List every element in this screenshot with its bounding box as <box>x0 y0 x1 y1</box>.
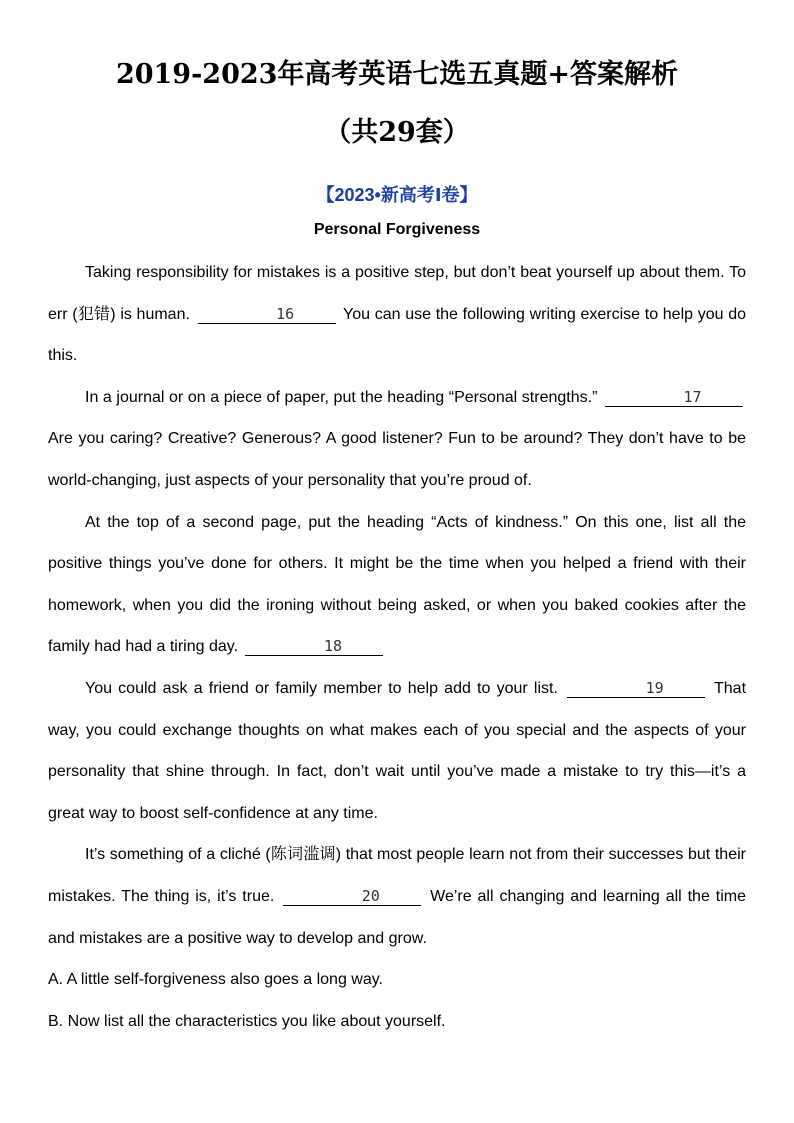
passage-title: Personal Forgiveness <box>313 221 481 238</box>
blank-20: 20 <box>283 887 421 906</box>
section-heading: 【2023•新高考Ⅰ卷】 <box>316 185 478 205</box>
paragraph-4 <box>48 668 746 834</box>
paragraph-3-text-a: At the top of a second page, put the heading “Acts of kindness.” On this one, list all the positive things you’ve done for others. It might be the time when you helped a friend with their homework, when you did the ironing without being asked, or when you baked cookies after the family had had a tiring day. <box>48 513 746 656</box>
paragraph-3 <box>48 502 746 668</box>
page-title: 2019-2023年高考英语七选五真题+答案解析 <box>115 59 679 90</box>
paragraph-2-text-a: In a journal or on a piece of paper, put the heading “Personal strengths.” <box>85 388 598 406</box>
paragraph-5 <box>48 834 746 959</box>
paragraph-5-text-b: We’re all changing and learning all the time and mistakes are a positive way to develop and grow. <box>48 887 746 947</box>
paragraph-1-text-b: You can use the following writing exercise to help you do this. <box>48 305 746 365</box>
paragraph-2 <box>48 377 746 502</box>
paragraph-1 <box>48 252 746 377</box>
blank-17: 17 <box>605 388 743 407</box>
option-a: A. A little self-forgiveness also goes a long way. <box>48 971 383 989</box>
paragraph-4-text-a: You could ask a friend or family member to help add to your list. <box>85 679 558 697</box>
blank-18: 18 <box>245 637 383 656</box>
option-b: B. Now list all the characteristics you like about yourself. <box>48 1012 446 1030</box>
blank-19: 19 <box>567 679 705 698</box>
passage-body <box>48 252 746 1042</box>
paragraph-2-text-b: Are you caring? Creative? Generous? A good listener? Fun to be around? They don’t have to be world-changing, just aspects of your personality that you’re proud of. <box>48 430 746 489</box>
paragraph-5-text-a: It’s something of a cliché (陈词滥调) that most people learn not from their successes but their mistakes. The thing is, it’s true. <box>48 846 746 905</box>
blank-16: 16 <box>198 305 336 324</box>
page-subtitle: （共29套） <box>324 117 470 148</box>
paragraph-1-text-a: Taking responsibility for mistakes is a positive step, but don’t beat yourself up about them. To err (犯错) is human. <box>48 264 746 323</box>
paragraph-4-text-b: That way, you could exchange thoughts on what makes each of you special and the aspects of your personality that shine through. In fact, don’t wait until you’ve made a mistake to try this—it’s a great way to boost self-confidence at any time. <box>48 679 747 822</box>
